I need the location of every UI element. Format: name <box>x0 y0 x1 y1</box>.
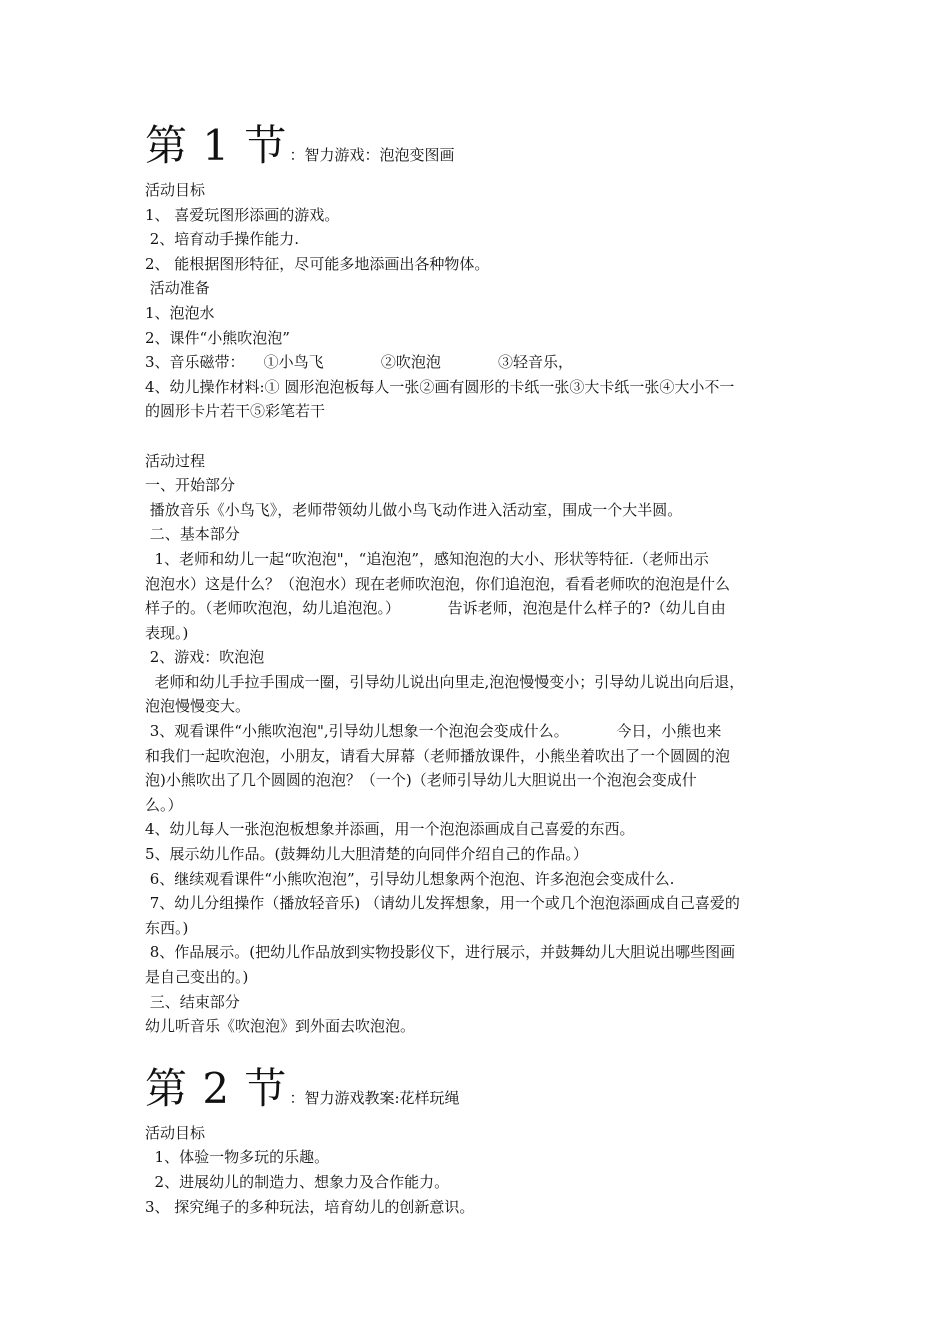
text-line: 么。） <box>145 795 183 814</box>
text-line: 活动目标 <box>145 1123 206 1142</box>
text-line: 活动目标 <box>145 181 206 199</box>
section-1-body <box>145 178 813 1039</box>
blank-line <box>145 424 813 449</box>
text-line: 1、体验一物多玩的乐趣。 <box>145 1148 330 1167</box>
text-line: 表现。) <box>145 623 189 642</box>
text-line: 2、 能根据图形特征，尽可能多地添画出各种物体。 <box>145 254 490 273</box>
text-line: 泡泡水）这是什么？（泡泡水）现在老师吹泡泡，你们追泡泡，看看老师吹的泡泡是什么 <box>145 574 731 593</box>
text-line: 的圆形卡片若干⑤彩笔若干 <box>145 402 326 421</box>
section-1-subtitle: ：智力游戏：泡泡变图画 <box>289 146 455 164</box>
document-page <box>145 118 813 1219</box>
text-line: 2、培育动手操作能力. <box>145 230 300 249</box>
section-2-body <box>145 1121 813 1219</box>
text-line: 和我们一起吹泡泡，小朋友，请看大屏幕（老师播放课件，小熊坐着吹出了一个圆圆的泡 <box>145 746 731 765</box>
text-line: 8、作品展示。(把幼儿作品放到实物投影仪下，进行展示，并鼓舞幼儿大胆说出哪些图画 <box>145 943 736 962</box>
text-line: 东西。) <box>145 918 189 937</box>
text-line: 1、 喜爱玩图形添画的游戏。 <box>145 205 340 224</box>
text-line: 3、观看课件“小熊吹泡泡",引导幼儿想象一个泡泡会变成什么。 今日，小熊也来 <box>145 722 722 741</box>
text-line: 老师和幼儿手拉手围成一圈，引导幼儿说出向里走,泡泡慢慢变小；引导幼儿说出向后退， <box>145 672 745 691</box>
text-line: 三、结束部分 <box>145 992 240 1011</box>
section-1-heading <box>145 118 813 174</box>
text-line: 5、展示幼儿作品。(鼓舞幼儿大胆清楚的向同伴介绍自己的作品。） <box>145 845 588 864</box>
text-line: 1、泡泡水 <box>145 303 215 322</box>
text-line: 1、老师和幼儿一起“吹泡泡"，“追泡泡”，感知泡泡的大小、形状等特征.（老师出示 <box>145 549 709 568</box>
text-line: 活动过程 <box>145 451 206 470</box>
text-line: 7、幼儿分组操作（播放轻音乐) （请幼儿发挥想象，用一个或几个泡泡添画成自己喜爱的 <box>145 894 740 913</box>
text-line: 3、 探究绳子的多种玩法，培育幼儿的创新意识。 <box>145 1197 475 1216</box>
text-line: 2、课件“小熊吹泡泡” <box>145 328 290 347</box>
text-line: 泡泡慢慢变大。 <box>145 697 251 716</box>
text-line: 活动准备 <box>145 279 210 298</box>
text-line: 播放音乐《小鸟飞》，老师带领幼儿做小鸟飞动作进入活动室，围成一个大半圆。 <box>145 500 683 519</box>
text-line: 4、幼儿每人一张泡泡板想象并添画，用一个泡泡添画成自己喜爱的东西。 <box>145 820 635 839</box>
section-2-heading <box>145 1061 813 1117</box>
text-line: 一、开始部分 <box>145 476 236 495</box>
section-2-subtitle: ：智力游戏教案:花样玩绳 <box>289 1088 460 1107</box>
section-2-number: 第 2 节 <box>145 1063 288 1113</box>
text-line: 4、幼儿操作材料:① 圆形泡泡板每人一张②画有圆形的卡纸一张③大卡纸一张④大小不一 <box>145 377 735 396</box>
text-line: 6、继续观看课件“小熊吹泡泡”，引导幼儿想象两个泡泡、许多泡泡会变成什么. <box>145 869 675 888</box>
text-line: 是自己变出的。) <box>145 968 249 986</box>
text-line: 幼儿听音乐《吹泡泡》到外面去吹泡泡。 <box>145 1017 416 1036</box>
section-spacer <box>145 1039 813 1061</box>
section-1-number: 第 1 节 <box>145 121 288 170</box>
text-line: 泡)小熊吹出了几个圆圆的泡泡？（一个)（老师引导幼儿大胆说出一个泡泡会变成什 <box>145 771 697 790</box>
text-line: 样子的。（老师吹泡泡，幼儿追泡泡。） 告诉老师，泡泡是什么样子的?（幼儿自由 <box>145 599 726 618</box>
text-line: 2、进展幼儿的制造力、想象力及合作能力。 <box>145 1172 450 1191</box>
text-line: 2、游戏：吹泡泡 <box>145 648 265 667</box>
text-line: 3、音乐磁带： ①小鸟飞 ②吹泡泡 ③轻音乐， <box>145 353 574 372</box>
text-line: 二、基本部分 <box>145 525 240 544</box>
